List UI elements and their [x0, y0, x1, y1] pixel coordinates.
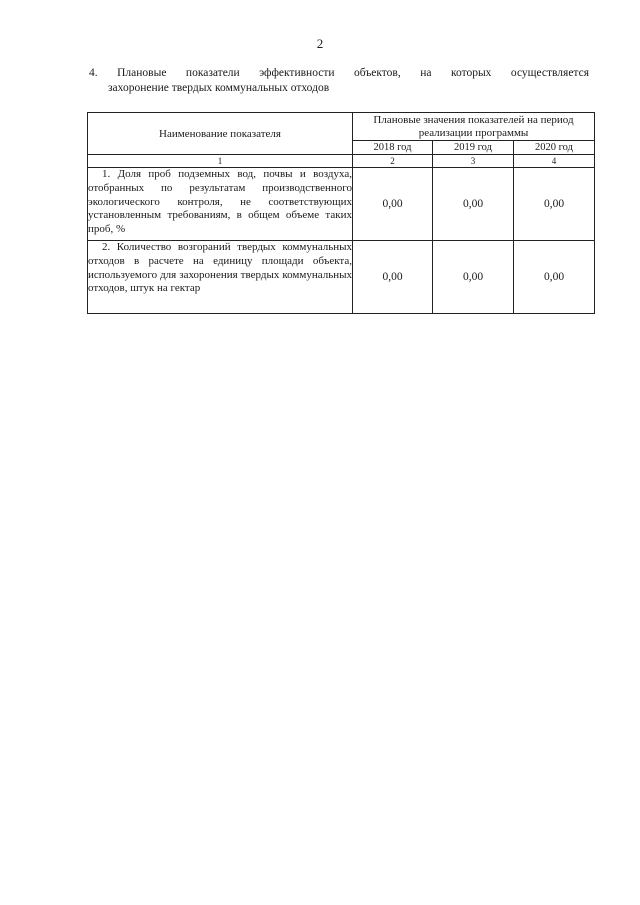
indicator-name-text: 1. Доля проб подземных вод, почвы и воздуха, отобранных по результатам производственного экологического контроля, не соответствующих установленным требованиям, в общем объеме таких проб, %: [88, 168, 352, 236]
planned-values-header: Плановые значения показателей на период реализации программы: [353, 113, 595, 141]
year-2019-header: 2019 год: [433, 141, 514, 155]
value-cell: 0,00: [514, 168, 595, 241]
page-number: 2: [316, 36, 324, 51]
value-cell: 0,00: [353, 241, 433, 314]
indicator-name-cell: [88, 168, 353, 241]
section-heading-line2: захоронение твердых коммунальных отходов: [108, 82, 330, 94]
section-heading: [89, 66, 589, 96]
column-number: 1: [88, 155, 353, 168]
table-row: [88, 241, 595, 314]
indicator-name-header: Наименование показателя: [88, 113, 353, 155]
section-heading-line1: 4. Плановые показатели эффективности объектов, на которых осуществляется: [89, 67, 589, 79]
year-2018-header: 2018 год: [353, 141, 433, 155]
table-header-row: [88, 113, 595, 141]
indicators-table: [87, 112, 595, 314]
column-number: 2: [353, 155, 433, 168]
year-2020-header: 2020 год: [514, 141, 595, 155]
value-cell: 0,00: [433, 241, 514, 314]
table-column-numbers-row: [88, 155, 595, 168]
value-cell: 0,00: [433, 168, 514, 241]
value-cell: 0,00: [514, 241, 595, 314]
table-row: [88, 168, 595, 241]
value-cell: 0,00: [353, 168, 433, 241]
indicator-name-text: 2. Количество возгораний твердых коммунальных отходов в расчете на единицу площади объекта, используемого для захоронения твердых коммунальных отходов, штук на гектар: [88, 241, 352, 295]
column-number: 3: [433, 155, 514, 168]
indicator-name-cell: [88, 241, 353, 314]
column-number: 4: [514, 155, 595, 168]
